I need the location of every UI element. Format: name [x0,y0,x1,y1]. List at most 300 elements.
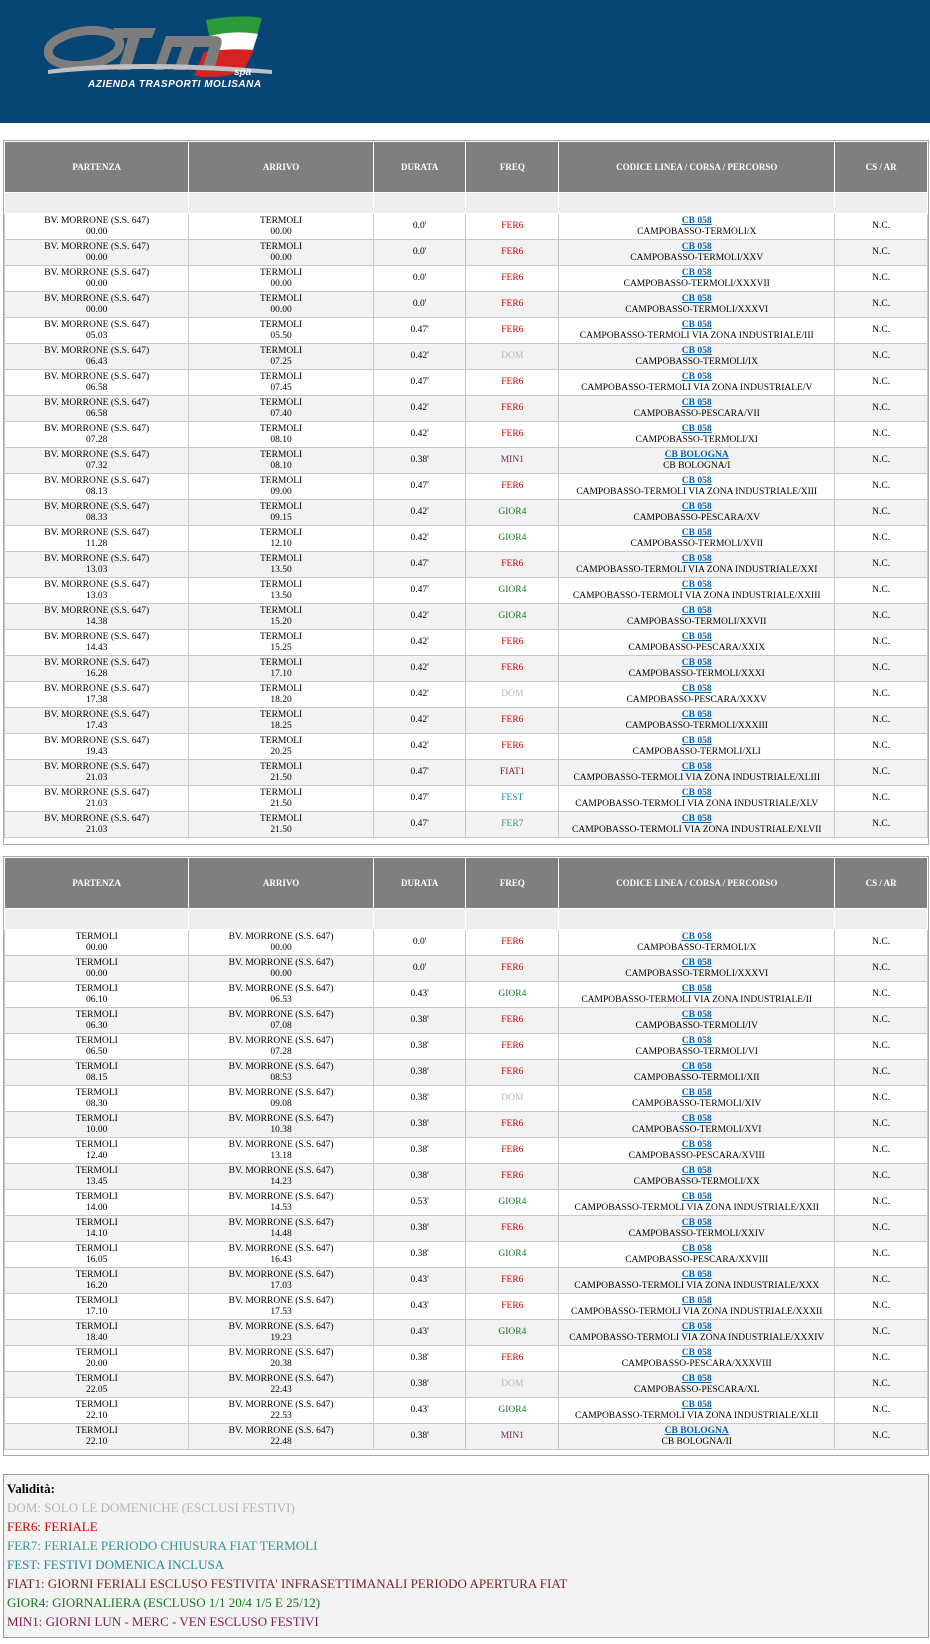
arrival-time: 15.20 [270,616,292,627]
duration-cell: 0.0' [373,292,466,318]
legend-item-dom: DOM: SOLO LE DOMENICHE (ESCLUSI FESTIVI) [7,1500,295,1515]
duration-cell: 0.42' [373,500,466,526]
table-row [5,448,928,474]
route-cell [559,734,835,760]
table-row [5,1008,928,1034]
arrival-cell [189,500,373,526]
line-code-link[interactable]: CB 058 [681,319,712,330]
route-name: CAMPOBASSO-PESCARA/XXXV [626,694,767,705]
arrival-time: 14.48 [270,1228,292,1239]
arrival-stop: TERMOLI [259,709,303,720]
legend-item-fiat1: FIAT1: GIORNI FERIALI ESCLUSO FESTIVITA' INFRASETTIMANALI PERIODO APERTURA FIAT [7,1576,568,1591]
line-code-link[interactable]: CB 058 [681,657,712,668]
table-row [5,214,928,240]
line-code-link[interactable]: CB 058 [681,761,712,772]
duration-cell: 0.42' [373,422,466,448]
departure-cell [5,500,189,526]
line-code-link[interactable]: CB 058 [681,345,712,356]
cs-ar-cell: N.C. [835,318,928,344]
departure-time: 14.00 [86,1202,108,1213]
frequency-cell: GIOR4 [466,604,559,630]
line-code-link[interactable]: CB 058 [681,1321,712,1332]
route-cell [559,318,835,344]
table-row [5,370,928,396]
departure-stop: TERMOLI [75,1295,118,1306]
line-code-link[interactable]: CB BOLOGNA [664,449,729,460]
cs-ar-cell: N.C. [835,292,928,318]
arrival-time: 22.53 [270,1410,292,1421]
departure-stop: TERMOLI [75,983,118,994]
departure-cell [5,396,189,422]
line-code-link[interactable]: CB 058 [681,1269,712,1280]
cs-ar-cell: N.C. [835,240,928,266]
arrival-cell [189,422,373,448]
arrival-time: 14.23 [270,1176,292,1187]
arrival-stop: BV. MORRONE (S.S. 647) [228,1217,334,1228]
arrival-stop: TERMOLI [259,657,303,668]
arrival-stop: BV. MORRONE (S.S. 647) [228,957,334,968]
route-cell [559,500,835,526]
line-code-link[interactable]: CB 058 [681,475,712,486]
line-code-link[interactable]: CB 058 [681,1061,712,1072]
route-cell [559,370,835,396]
departure-stop: BV. MORRONE (S.S. 647) [44,475,150,486]
departure-cell [5,604,189,630]
table-header-row [5,858,928,909]
route-cell [559,552,835,578]
arrival-stop: TERMOLI [259,215,303,226]
departure-cell [5,1268,189,1294]
cs-ar-cell: N.C. [835,786,928,812]
arrival-time: 09.15 [270,512,292,523]
table-row [5,956,928,982]
departure-time: 00.00 [86,226,108,237]
frequency-cell: FER6 [466,240,559,266]
arrival-stop: BV. MORRONE (S.S. 647) [228,1399,334,1410]
frequency-cell: GIOR4 [466,500,559,526]
arrival-time: 00.00 [270,968,292,979]
line-code-link[interactable]: CB 058 [681,397,712,408]
table-row [5,1294,928,1320]
line-code-link[interactable]: CB 058 [681,1295,712,1306]
cs-ar-cell: N.C. [835,682,928,708]
departure-cell [5,474,189,500]
arrival-cell [189,1034,373,1060]
column-header-arrivo: ARRIVO [189,142,373,193]
table-row [5,422,928,448]
duration-cell: 0.38' [373,1164,466,1190]
cs-ar-cell: N.C. [835,500,928,526]
route-name: CAMPOBASSO-TERMOLI VIA ZONA INDUSTRIALE/II [581,994,813,1005]
table-row [5,1424,928,1450]
duration-cell: 0.38' [373,448,466,474]
table-row [5,1138,928,1164]
route-cell [559,656,835,682]
departure-stop: TERMOLI [75,1113,118,1124]
line-code-link[interactable]: CB 058 [681,1243,712,1254]
column-header-cs-ar: CS / AR [835,858,928,909]
frequency-cell: GIOR4 [466,526,559,552]
arrival-cell [189,578,373,604]
table-row [5,1216,928,1242]
departure-time: 17.43 [86,720,108,731]
arrival-time: 12.10 [270,538,292,549]
line-code-link[interactable]: CB 058 [681,267,712,278]
arrival-cell [189,292,373,318]
line-code-link[interactable]: CB 058 [681,605,712,616]
route-cell [559,448,835,474]
logo-subtitle: AZIENDA TRASPORTI MOLISANA [88,79,262,90]
line-code-link[interactable]: CB 058 [681,553,712,564]
route-cell [559,630,835,656]
line-code-link[interactable]: CB BOLOGNA [664,1425,729,1436]
cs-ar-cell: N.C. [835,708,928,734]
duration-cell: 0.38' [373,1138,466,1164]
departure-cell [5,1372,189,1398]
spacer-cell [835,909,928,930]
arrival-stop: BV. MORRONE (S.S. 647) [228,1269,334,1280]
table-row [5,1190,928,1216]
arrival-time: 00.00 [270,252,292,263]
arrival-time: 05.50 [270,330,292,341]
line-code-link[interactable]: CB 058 [681,1399,712,1410]
duration-cell: 0.38' [373,1008,466,1034]
arrival-stop: BV. MORRONE (S.S. 647) [228,1009,334,1020]
departure-cell [5,526,189,552]
departure-cell [5,370,189,396]
departure-cell [5,1034,189,1060]
frequency-cell: GIOR4 [466,578,559,604]
arrival-cell [189,448,373,474]
legend-item-min1: MIN1: GIORNI LUN - MERC - VEN ESCLUSO FESTIVI [7,1614,319,1629]
line-code-link[interactable]: CB 058 [681,215,712,226]
cs-ar-cell: N.C. [835,734,928,760]
arrival-stop: BV. MORRONE (S.S. 647) [228,931,334,942]
arrival-time: 13.50 [270,590,292,601]
departure-stop: TERMOLI [75,1061,118,1072]
legend-item-fer6: FER6: FERIALE [7,1519,98,1534]
cs-ar-cell: N.C. [835,396,928,422]
frequency-cell: FER6 [466,956,559,982]
departure-stop: TERMOLI [75,1009,118,1020]
table-row [5,760,928,786]
cs-ar-cell: N.C. [835,1060,928,1086]
arrival-stop: TERMOLI [259,527,303,538]
frequency-cell: DOM [466,682,559,708]
arrival-cell [189,682,373,708]
route-cell [559,1424,835,1450]
departure-stop: BV. MORRONE (S.S. 647) [44,683,150,694]
line-code-link[interactable]: CB 058 [681,371,712,382]
arrival-cell [189,656,373,682]
departure-stop: BV. MORRONE (S.S. 647) [44,735,150,746]
line-code-link[interactable]: CB 058 [681,423,712,434]
line-code-link[interactable]: CB 058 [681,631,712,642]
table-row [5,1112,928,1138]
table-row [5,656,928,682]
line-code-link[interactable]: CB 058 [681,1165,712,1176]
spacer-cell [559,909,835,930]
departure-cell [5,734,189,760]
departure-time: 22.10 [86,1410,108,1421]
arrival-cell [189,1216,373,1242]
cs-ar-cell: N.C. [835,630,928,656]
duration-cell: 0.38' [373,1424,466,1450]
cs-ar-cell: N.C. [835,474,928,500]
table-row [5,786,928,812]
departure-time: 16.05 [86,1254,108,1265]
duration-cell: 0.42' [373,630,466,656]
arrival-time: 07.08 [270,1020,292,1031]
duration-cell: 0.47' [373,552,466,578]
frequency-cell: FER6 [466,734,559,760]
departure-cell [5,930,189,956]
line-code-link[interactable]: CB 058 [681,501,712,512]
duration-cell: 0.38' [373,1372,466,1398]
departure-time: 00.00 [86,942,108,953]
duration-cell: 0.47' [373,578,466,604]
arrival-stop: BV. MORRONE (S.S. 647) [228,1035,334,1046]
line-code-link[interactable]: CB 058 [681,787,712,798]
line-code-link[interactable]: CB 058 [681,957,712,968]
spacer-cell [466,193,559,214]
departure-cell [5,708,189,734]
departure-time: 21.03 [86,798,108,809]
departure-time: 06.30 [86,1020,108,1031]
route-cell [559,956,835,982]
arrival-stop: TERMOLI [259,631,303,642]
departure-cell [5,1346,189,1372]
duration-cell: 0.38' [373,1346,466,1372]
departure-stop: BV. MORRONE (S.S. 647) [44,631,150,642]
table-row [5,1034,928,1060]
legend-item-fer7: FER7: FERIALE PERIODO CHIUSURA FIAT TERMOLI [7,1538,318,1553]
line-code-link[interactable]: CB 058 [681,579,712,590]
route-name: CAMPOBASSO-TERMOLI/X [637,226,757,237]
arrival-stop: TERMOLI [259,345,303,356]
frequency-cell: FER6 [466,1346,559,1372]
cs-ar-cell: N.C. [835,930,928,956]
departure-stop: BV. MORRONE (S.S. 647) [44,709,150,720]
arrival-time: 13.18 [270,1150,292,1161]
arrival-cell [189,1372,373,1398]
departure-cell [5,1138,189,1164]
departure-cell [5,552,189,578]
departure-time: 05.03 [86,330,108,341]
duration-cell: 0.47' [373,812,466,838]
frequency-cell: FER6 [466,1112,559,1138]
frequency-cell: FER6 [466,708,559,734]
cs-ar-cell: N.C. [835,1372,928,1398]
departure-time: 14.38 [86,616,108,627]
departure-time: 14.10 [86,1228,108,1239]
column-header-arrivo: ARRIVO [189,858,373,909]
line-code-link[interactable]: CB 058 [681,931,712,942]
arrival-cell [189,786,373,812]
line-code-link[interactable]: CB 058 [681,709,712,720]
departure-cell [5,1216,189,1242]
arrival-stop: TERMOLI [259,319,303,330]
route-cell [559,422,835,448]
cs-ar-cell: N.C. [835,266,928,292]
arrival-stop: TERMOLI [259,293,303,304]
line-code-link[interactable]: CB 058 [681,1087,712,1098]
departure-cell [5,956,189,982]
route-cell [559,1346,835,1372]
departure-time: 06.58 [86,408,108,419]
route-name: CAMPOBASSO-PESCARA/VII [633,408,760,419]
table-row [5,1060,928,1086]
arrival-cell [189,1320,373,1346]
arrival-stop: BV. MORRONE (S.S. 647) [228,1191,334,1202]
arrival-stop: BV. MORRONE (S.S. 647) [228,1113,334,1124]
frequency-cell: FER7 [466,812,559,838]
arrival-stop: TERMOLI [259,761,303,772]
arrival-time: 00.00 [270,942,292,953]
departure-stop: BV. MORRONE (S.S. 647) [44,787,150,798]
arrival-stop: TERMOLI [259,605,303,616]
table-row [5,1268,928,1294]
route-name: CAMPOBASSO-TERMOLI/XXV [630,252,764,263]
departure-cell [5,448,189,474]
line-code-link[interactable]: CB 058 [681,1217,712,1228]
departure-time: 16.20 [86,1280,108,1291]
line-code-link[interactable]: CB 058 [681,983,712,994]
route-cell [559,1164,835,1190]
departure-stop: TERMOLI [75,957,118,968]
departure-cell [5,1008,189,1034]
table-row [5,682,928,708]
arrival-stop: TERMOLI [259,371,303,382]
arrival-time: 21.50 [270,824,292,835]
line-code-link[interactable]: CB 058 [681,1139,712,1150]
line-code-link[interactable]: CB 058 [681,527,712,538]
line-code-link[interactable]: CB 058 [681,683,712,694]
route-name: CAMPOBASSO-TERMOLI/XXXI [628,668,765,679]
line-code-link[interactable]: CB 058 [681,813,712,824]
departure-time: 13.03 [86,564,108,575]
route-name: CAMPOBASSO-TERMOLI VIA ZONA INDUSTRIALE/XLIII [573,772,820,783]
arrival-stop: TERMOLI [259,787,303,798]
arrival-time: 20.38 [270,1358,292,1369]
line-code-link[interactable]: CB 058 [681,1347,712,1358]
route-cell [559,578,835,604]
frequency-cell: FER6 [466,1060,559,1086]
departure-stop: BV. MORRONE (S.S. 647) [44,267,150,278]
arrival-time: 15.25 [270,642,292,653]
spacer-cell [835,193,928,214]
table-row [5,1320,928,1346]
frequency-cell: DOM [466,344,559,370]
table-row [5,526,928,552]
arrival-cell [189,1164,373,1190]
departure-cell [5,786,189,812]
departure-stop: TERMOLI [75,1243,118,1254]
arrival-cell [189,318,373,344]
duration-cell: 0.42' [373,656,466,682]
arrival-cell [189,1086,373,1112]
frequency-cell: FER6 [466,292,559,318]
duration-cell: 0.38' [373,1216,466,1242]
route-cell [559,1398,835,1424]
route-name: CB BOLOGNA/II [661,1436,732,1447]
duration-cell: 0.42' [373,708,466,734]
spacer-cell [5,193,189,214]
route-name: CAMPOBASSO-TERMOLI VIA ZONA INDUSTRIALE/XXXII [571,1306,823,1317]
arrival-time: 22.43 [270,1384,292,1395]
departure-time: 22.05 [86,1384,108,1395]
route-name: CAMPOBASSO-TERMOLI/XXXVI [625,968,769,979]
line-code-link[interactable]: CB 058 [681,1035,712,1046]
arrival-time: 07.28 [270,1046,292,1057]
departure-time: 00.00 [86,252,108,263]
arrival-stop: TERMOLI [259,735,303,746]
duration-cell: 0.43' [373,982,466,1008]
departure-cell [5,682,189,708]
route-name: CAMPOBASSO-PESCARA/XV [633,512,761,523]
frequency-cell: GIOR4 [466,982,559,1008]
frequency-cell: FIAT1 [466,760,559,786]
route-name: CAMPOBASSO-TERMOLI VIA ZONA INDUSTRIALE/XLVII [572,824,822,835]
arrival-time: 17.53 [270,1306,292,1317]
arrival-stop: BV. MORRONE (S.S. 647) [228,983,334,994]
line-code-link[interactable]: CB 058 [681,1113,712,1124]
frequency-cell: FER6 [466,1268,559,1294]
arrival-time: 08.10 [270,460,292,471]
frequency-cell: FER6 [466,630,559,656]
departure-cell [5,1112,189,1138]
arrival-cell [189,344,373,370]
line-code-link[interactable]: CB 058 [681,1009,712,1020]
duration-cell: 0.42' [373,604,466,630]
arrival-cell [189,1138,373,1164]
route-name: CAMPOBASSO-TERMOLI VIA ZONA INDUSTRIALE/XXI [576,564,818,575]
line-code-link[interactable]: CB 058 [681,241,712,252]
arrival-stop: BV. MORRONE (S.S. 647) [228,1321,334,1332]
cs-ar-cell: N.C. [835,1268,928,1294]
duration-cell: 0.53' [373,1190,466,1216]
frequency-cell: DOM [466,1372,559,1398]
frequency-cell: GIOR4 [466,1190,559,1216]
arrival-stop: TERMOLI [259,553,303,564]
column-header-partenza: PARTENZA [5,142,189,193]
route-cell [559,344,835,370]
table-row [5,318,928,344]
legend-item-fest: FEST: FESTIVI DOMENICA INCLUSA [7,1557,225,1572]
route-cell [559,682,835,708]
line-code-link[interactable]: CB 058 [681,1373,712,1384]
arrival-stop: BV. MORRONE (S.S. 647) [228,1165,334,1176]
route-name: CAMPOBASSO-TERMOLI VIA ZONA INDUSTRIALE/XLV [575,798,819,809]
departure-cell [5,812,189,838]
table-row [5,396,928,422]
departure-time: 00.00 [86,968,108,979]
table-row [5,982,928,1008]
route-cell [559,812,835,838]
line-code-link[interactable]: CB 058 [681,735,712,746]
route-cell [559,786,835,812]
arrival-cell [189,474,373,500]
departure-cell [5,656,189,682]
line-code-link[interactable]: CB 058 [681,1191,712,1202]
frequency-cell: FER6 [466,474,559,500]
cs-ar-cell: N.C. [835,1398,928,1424]
line-code-link[interactable]: CB 058 [681,293,712,304]
frequency-cell: FER6 [466,1294,559,1320]
route-cell [559,474,835,500]
cs-ar-cell: N.C. [835,812,928,838]
arrival-stop: TERMOLI [259,241,303,252]
